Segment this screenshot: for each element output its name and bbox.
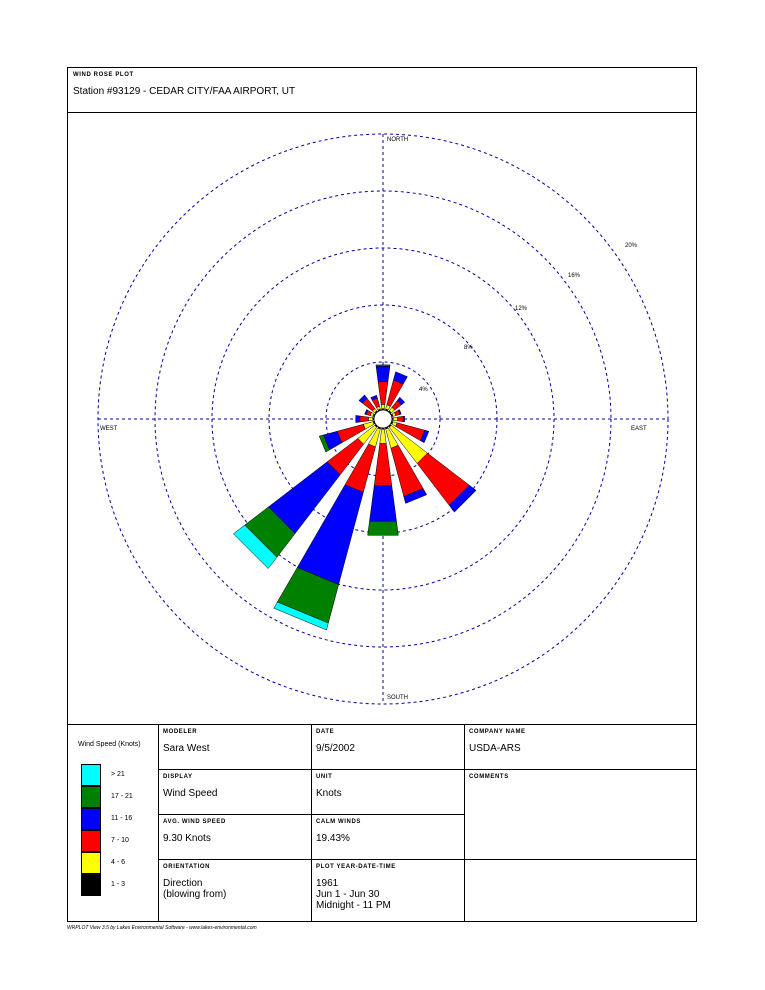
modeler-cell (159, 725, 312, 770)
calm-circle (374, 410, 392, 428)
unit-label: UNIT (316, 774, 333, 780)
date-value: 9/5/2002 (316, 743, 355, 754)
wind-rose-plot (68, 113, 696, 725)
petal-segment (376, 365, 390, 366)
petal-segment (403, 416, 404, 422)
plot-date-cell (312, 860, 465, 921)
legend-label: 17 - 21 (111, 793, 133, 800)
ring-label-20: 20% (625, 243, 638, 249)
wind-rose-svg (68, 113, 696, 725)
comments-cell (465, 770, 697, 860)
date-cell (312, 725, 465, 770)
header-label: WIND ROSE PLOT (73, 72, 134, 78)
legend-item (81, 786, 151, 808)
modeler-label: MODELER (163, 729, 198, 735)
avg-speed-cell (159, 815, 312, 860)
petal-segment (381, 404, 385, 408)
petal-segment (398, 416, 404, 421)
legend-title: Wind Speed (Knots) (78, 741, 141, 748)
display-cell (159, 770, 312, 815)
legend-swatch (81, 830, 101, 852)
display-value: Wind Speed (163, 788, 218, 799)
plot-date-label: PLOT YEAR-DATE-TIME (316, 864, 396, 870)
petal-segment (380, 429, 386, 443)
orientation-value: Direction (blowing from) (163, 878, 227, 900)
orientation-label: ORIENTATION (163, 864, 211, 870)
legend-item (81, 830, 151, 852)
display-label: DISPLAY (163, 774, 193, 780)
legend-swatch (81, 852, 101, 874)
petal-segment (378, 382, 388, 405)
legend-label: 7 - 10 (111, 837, 129, 844)
company-label: COMPANY NAME (469, 729, 526, 735)
legend-swatch (81, 874, 101, 896)
east-label: EAST (631, 426, 647, 432)
company-cell (465, 725, 697, 770)
south-label: SOUTH (387, 695, 408, 701)
legend-swatch (81, 764, 101, 786)
petal-segment (376, 366, 390, 382)
calm-winds-value: 19.43% (316, 833, 350, 844)
legend-item (81, 764, 151, 786)
unit-cell (312, 770, 465, 815)
petal-segment (393, 417, 397, 421)
station-title: Station #93129 - CEDAR CITY/FAA AIRPORT, UT (73, 86, 296, 97)
ring-label-8: 8% (464, 345, 473, 351)
petal-segment (368, 417, 372, 421)
company-value: USDA-ARS (469, 743, 521, 754)
report-header (68, 68, 696, 113)
petal-segment (368, 521, 399, 535)
legend-swatch (81, 786, 101, 808)
legend-item (81, 852, 151, 874)
legend-label: > 21 (111, 771, 125, 778)
calm-winds-cell (312, 815, 465, 860)
footer-credit: WRPLOT View 3.5 by Lakes Environmental Software - www.lakes-environmental.com (67, 925, 257, 931)
petal-segment (356, 415, 360, 422)
legend-swatch (81, 808, 101, 830)
petal-segment (374, 444, 392, 486)
ring-label-4: 4% (419, 387, 428, 393)
west-label: WEST (100, 426, 118, 432)
petal-segment (360, 416, 369, 422)
legend-item (81, 874, 151, 896)
wind-rose-report (67, 67, 697, 922)
legend-label: 4 - 6 (111, 859, 126, 866)
ring-label-12: 12% (515, 306, 528, 312)
info-panel (68, 725, 696, 921)
avg-speed-value: 9.30 Knots (163, 833, 211, 844)
petal-segment (370, 486, 397, 521)
ring-label-16: 16% (568, 273, 581, 279)
legend-label: 1 - 3 (111, 881, 126, 888)
avg-speed-label: AVG. WIND SPEED (163, 819, 226, 825)
legend-item (81, 808, 151, 830)
unit-value: Knots (316, 788, 342, 799)
modeler-value: Sara West (163, 743, 210, 754)
legend (68, 725, 159, 921)
date-label: DATE (316, 729, 335, 735)
plot-date-value: 1961 Jun 1 - Jun 30 Midnight - 11 PM (316, 878, 391, 911)
comments-label: COMMENTS (469, 774, 509, 780)
north-label: NORTH (387, 137, 409, 143)
calm-winds-label: CALM WINDS (316, 819, 361, 825)
orientation-cell (159, 860, 312, 921)
legend-label: 11 - 16 (111, 815, 133, 822)
